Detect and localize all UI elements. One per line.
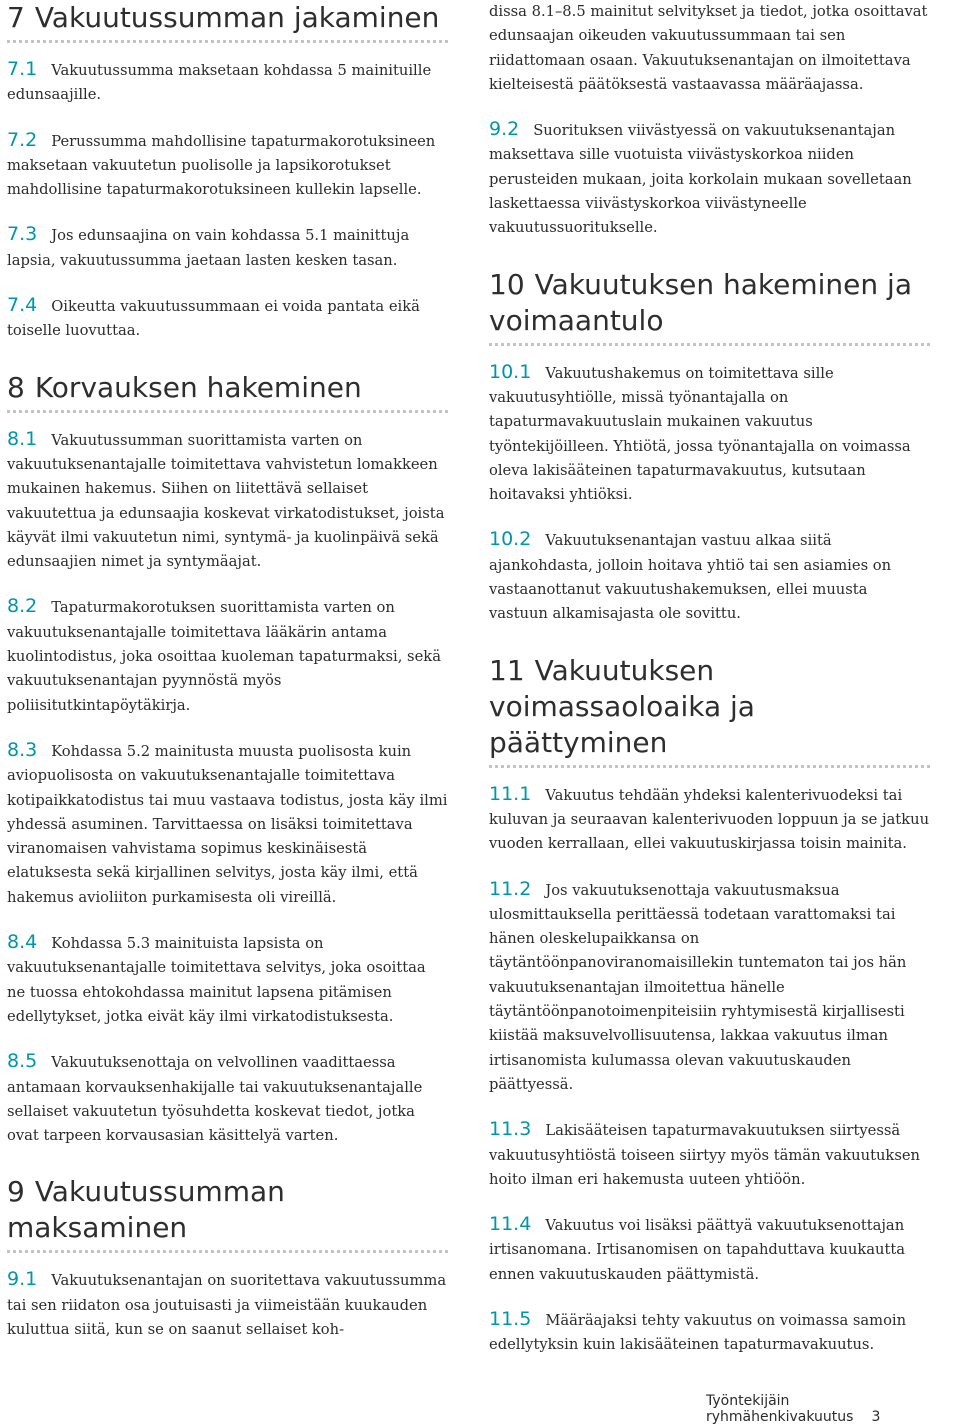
paragraph-number: 10.1	[489, 360, 532, 383]
paragraph-text: Lakisääteisen tapaturmavakuutuksen siirtyessä vakuutusyhtiöstä toiseen siirtyy myös tämän vakuutuksen hoito ilman eri hakemusta uuteen yhtiöön.	[489, 1122, 921, 1188]
paragraph-7-3	[7, 222, 448, 273]
paragraph-8-5	[7, 1049, 448, 1148]
paragraph-number: 11.3	[489, 1118, 532, 1141]
paragraph-8-2	[7, 594, 448, 717]
paragraph-number: 8.4	[7, 931, 38, 954]
section-number: 11	[489, 653, 525, 687]
paragraph-text: Oikeutta vakuutussummaan ei voida pantata eikä toiselle luovuttaa.	[7, 298, 420, 340]
paragraph-10-2	[489, 527, 930, 626]
paragraph-11-1	[489, 782, 930, 857]
page-footer	[706, 1393, 960, 1425]
paragraph-text: Jos vakuutuksenottaja vakuutusmaksua ulosmittauksella perittäessä todetaan varattomaksi tai hänen oleskelupaikkansa on täytäntöönpanoviranomaisillekin tuntematon tai jos hän vakuutuksenantajan ilmoitettua hänelle täytäntöönpanotoimenpiteisiin ryhtymisestä kirjallisesti kiistää maksuvelvollisuutensa, lakkaa vakuutus ilman irtisanomista kulumassa olevan vakuutuskauden päättyessä.	[489, 881, 907, 1093]
paragraph-text: Jos edunsaajina on vain kohdassa 5.1 mainittuja lapsia, vakuutussumma jaetaan lasten kesken tasan.	[7, 227, 410, 269]
paragraph-text: Vakuutuksenantajan vastuu alkaa siitä ajankohdasta, jolloin hoitava yhtiö tai sen asiamies on vastaanottanut vakuutushakemuksen, ellei muusta vastuun alkamisajasta ole sovittu.	[489, 532, 892, 623]
paragraph-7-2	[7, 128, 448, 203]
paragraph-7-1	[7, 57, 448, 108]
paragraph-11-2	[489, 877, 930, 1098]
section-number: 8	[7, 370, 25, 404]
paragraph-text: dissa 8.1–8.5 mainitut selvitykset ja tiedot, jotka osoittavat edunsaajan oikeuden vakuutussummaan tai sen riidattomaan osaan. Vakuutuksenantajan on ilmoitettava kielteisestä päätöksestä vastaavassa määräajassa.	[489, 3, 928, 93]
paragraph-number: 11.1	[489, 782, 532, 805]
paragraph-number: 11.5	[489, 1307, 532, 1330]
paragraph-text: Vakuutussumma maksetaan kohdassa 5 mainituille edunsaajille.	[7, 62, 432, 104]
section-title: Vakuutuksen hakeminen ja voimaantulo	[489, 267, 912, 337]
paragraph-text: Vakuutussumman suorittamista varten on vakuutuksenantajalle toimitettava vahvistetun lomakkeen mukainen hakemus. Siihen on liitettävä sellaiset vakuutettua ja edunsaajia koskevat virkatodistukset, joista käyvät ilmi vakuutetun nimi, syntymä- ja kuolinpäivä sekä edunsaajien nimet ja syntymäajat.	[7, 431, 445, 571]
paragraph-11-5	[489, 1307, 930, 1358]
paragraph-number: 8.1	[7, 427, 38, 450]
section-number: 10	[489, 267, 525, 301]
section-number: 9	[7, 1175, 25, 1209]
paragraph-8-4	[7, 930, 448, 1029]
paragraph-number: 7.2	[7, 128, 38, 151]
paragraph-10-1	[489, 360, 930, 508]
section-10-heading	[489, 267, 930, 346]
right-column	[489, 0, 930, 1358]
paragraph-7-4	[7, 293, 448, 344]
paragraph-8-1	[7, 427, 448, 575]
paragraph-number: 7.1	[7, 58, 38, 80]
paragraph-text: Vakuutuksenantajan on suoritettava vakuutussumma tai sen riidaton osa joutuisasti ja viimeistään kuukauden kuluttua siitä, kun se on saanut sellaiset koh-	[7, 1272, 447, 1338]
paragraph-11-3	[489, 1117, 930, 1192]
section-title: Korvauksen hakeminen	[34, 370, 362, 404]
paragraph-text: Suorituksen viivästyessä on vakuutuksenantajan maksettava sille vuotuista viivästyskorkoa niiden perusteiden mukaan, joita korkolain mukaan sovelletaan laskettaessa viivästyskorkoa viivästyneelle vakuutussuoritukselle.	[489, 122, 912, 237]
section-7-heading	[7, 0, 448, 43]
paragraph-number: 8.5	[7, 1050, 38, 1073]
paragraph-number: 11.4	[489, 1213, 532, 1236]
paragraph-text: Vakuutus tehdään yhdeksi kalenterivuodeksi tai kuluvan ja seuraavan kalenterivuoden loppuun ja se jatkuu vuoden kerrallaan, ellei vakuutuskirjassa toisin mainita.	[489, 786, 930, 853]
paragraph-text: Vakuutushakemus on toimitettava sille vakuutusyhtiölle, missä työnantajalla on tapaturmavakuutuslain mukainen vakuutus työntekijöilleen. Yhtiötä, jossa työnantajalla on voimassa oleva lakisääteinen tapaturmavakuutus, kutsutaan hoitavaksi yhtiöksi.	[489, 364, 911, 504]
left-column	[7, 0, 448, 1342]
paragraph-text: Kohdassa 5.3 mainituista lapsista on vakuutuksenantajalle toimitettava selvitys, joka osoittaa ne tuossa ehtokohdassa mainitut lapsena pitämisen edellytykset, jotka eivät käy ilmi virkatodistuksesta.	[7, 935, 426, 1025]
paragraph-text: Määräajaksi tehty vakuutus on voimassa samoin edellytyksin kuin lakisääteinen tapaturmavakuutus.	[489, 1311, 907, 1354]
paragraph-9-1	[7, 1267, 448, 1342]
section-title: Vakuutussumman jakaminen	[34, 1, 440, 34]
paragraph-number: 10.2	[489, 528, 532, 551]
section-title: Vakuutussumman maksaminen	[7, 1175, 285, 1245]
footer-title: Työntekijäin ryhmähenkivakuutus	[706, 1393, 854, 1425]
section-9-heading	[7, 1174, 448, 1253]
paragraph-number: 7.3	[7, 223, 38, 246]
paragraph-number: 11.2	[489, 877, 532, 900]
paragraph-9-1-continued	[489, 0, 930, 97]
paragraph-number: 8.3	[7, 738, 38, 761]
section-11-heading	[489, 653, 930, 768]
paragraph-text: Perussumma mahdollisine tapaturmakorotuksineen maksetaan vakuutetun puolisolle ja lapsikorotukset mahdollisine tapaturmakorotuksineen kullekin lapselle.	[7, 132, 436, 199]
paragraph-9-2	[489, 117, 930, 240]
paragraph-number: 7.4	[7, 294, 38, 317]
paragraph-number: 8.2	[7, 595, 38, 618]
paragraph-text: Vakuutuksenottaja on velvollinen vaadittaessa antamaan korvauksenhakijalle tai vakuutuksenantajalle sellaiset vakuutetun työsuhdetta koskevat tiedot, jotka ovat tarpeen korvausasian käsittelyä varten.	[7, 1054, 423, 1145]
section-8-heading	[7, 370, 448, 413]
paragraph-text: Vakuutus voi lisäksi päättyä vakuutuksenottajan irtisanomana. Irtisanomisen on tapahduttava kuukautta ennen vakuutuskauden päättymistä.	[489, 1217, 906, 1283]
section-title: Vakuutuksen voimassaoloaika ja päättyminen	[489, 653, 755, 759]
paragraph-8-3	[7, 738, 448, 910]
paragraph-text: Kohdassa 5.2 mainitusta muusta puolisosta kuin aviopuolisosta on vakuutuksenantajalle toimitettava kotipaikkatodistus tai muu vastaava todistus, josta käy ilmi yhdessä asuminen. Tarvittaessa on lisäksi toimitettava viranomaisen vahvistama sopimus keskinäisestä elatuksesta sekä kirjallinen selvitys, josta käy ilmi, että hakemus avioliiton purkamisesta oli vireillä.	[7, 742, 448, 906]
paragraph-text: Tapaturmakorotuksen suorittamista varten on vakuutuksenantajalle toimitettava lääkärin antama kuolintodistus, joka osoittaa kuoleman tapaturmaksi, sekä vakuutuksenantajan pyynnöstä myös poliisitutkintapöytäkirja.	[7, 599, 441, 714]
page-number: 3	[871, 1409, 881, 1425]
paragraph-11-4	[489, 1212, 930, 1287]
section-number: 7	[7, 1, 25, 34]
paragraph-number: 9.2	[489, 118, 520, 141]
paragraph-number: 9.1	[7, 1268, 38, 1291]
